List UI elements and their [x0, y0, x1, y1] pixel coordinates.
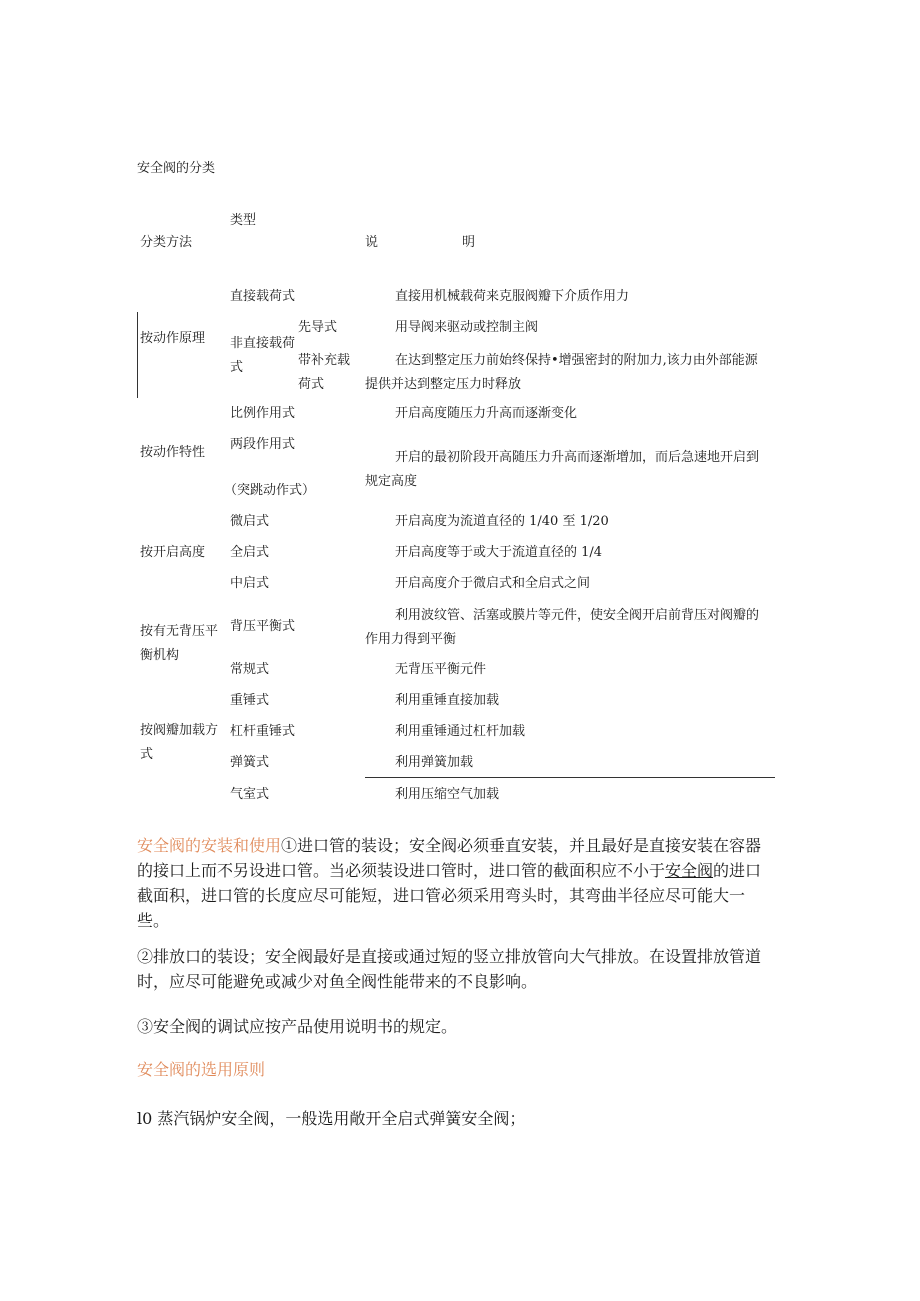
row-indirect-type: 非直接载荷式 — [230, 336, 296, 375]
row-two-stage-desc: 开启的最初阶段开高随压力升高而逐渐增加，而后急速地开启到规定高度 — [365, 450, 760, 489]
install-heading: 安全阀的安装和使用 — [137, 836, 282, 855]
row-pilot-desc: 用导阀来驱动或控制主阀 — [395, 320, 539, 335]
row-dead-weight-type: 重锤式 — [230, 693, 270, 708]
row-proportional-desc: 开启高度随压力升高而逐渐变化 — [395, 406, 578, 421]
row-mid-type: 中启式 — [230, 576, 270, 591]
install-paragraph-2: ②排放口的装设；安全阀最好是直接或通过短的竖立排放管向大气排放。在设置排放管道时，应尽可能避免或减少对鱼全阀性能带来的不良影响。 — [137, 947, 762, 991]
row-micro-type: 微启式 — [230, 514, 270, 529]
row-pneumatic-type: 气室式 — [230, 787, 270, 802]
group-back-pressure: 按有无背压平衡机构 — [140, 624, 219, 663]
row-conventional-type: 常规式 — [230, 662, 270, 677]
install-p1-end: 的进口截面积，进口管的长度应尽可能短，进口管必须采用弯头时，其弯曲半径应尽可能大一些。 — [137, 861, 762, 930]
group-action-principle: 按动作原理 — [140, 331, 206, 346]
row-two-stage-type: 两段作用式 — [230, 437, 296, 452]
row-pilot-type: 先导式 — [298, 320, 338, 335]
group-opening-height: 按开启高度 — [140, 545, 206, 560]
group-action-characteristic: 按动作特性 — [140, 445, 206, 460]
row-balanced-desc: 利用波纹管、活塞或膜片等元件，使安全阀开启前背压对阀瓣的作用力得到平衡 — [365, 608, 760, 647]
row-mid-desc: 开启高度介于微启式和全启式之间 — [395, 576, 591, 591]
header-type: 类型 — [230, 213, 257, 228]
row-full-type: 全启式 — [230, 545, 270, 560]
row-pneumatic-desc: 利用压缩空气加载 — [395, 787, 500, 802]
row-proportional-type: 比例作用式 — [230, 406, 296, 421]
row-conventional-desc: 无背压平衡元件 — [395, 662, 487, 677]
selection-item-1: l0 蒸汽锅炉安全阀，一般选用敞开全启式弹簧安全阀； — [137, 1109, 526, 1128]
table-title: 安全阀的分类 — [137, 161, 216, 176]
row-spring-desc: 利用弹簧加载 — [395, 755, 474, 770]
row-micro-desc: 开启高度为流道直径的 1/40 至 1/20 — [395, 514, 609, 529]
group-bracket-line — [137, 312, 138, 398]
install-p1-start: ①进口管的装设；安全阀必须垂直安装，并且最好是直接安装在容器的接口上而不另设进口管。当必须装设进口管时，进口管的截面积应不小于 — [137, 836, 762, 880]
row-direct-desc: 直接用机械载荷来克服阀瓣下介质作用力 — [395, 289, 630, 304]
safety-valve-link[interactable]: 安全阀 — [665, 861, 714, 880]
selection-heading: 安全阀的选用原则 — [137, 1060, 266, 1079]
table-rule — [365, 777, 775, 778]
header-desc-2: 明 — [462, 235, 476, 250]
row-spring-type: 弹簧式 — [230, 755, 270, 770]
group-loading: 按阀瓣加载方式 — [140, 723, 219, 762]
row-lever-weight-type: 杠杆重锤式 — [230, 724, 296, 739]
row-supplementary-type: 带补充载荷式 — [298, 353, 351, 392]
header-desc-1: 说 — [365, 235, 379, 250]
row-direct-type: 直接载荷式 — [230, 289, 296, 304]
row-full-desc: 开启高度等于或大于流道直径的 1/4 — [395, 545, 603, 560]
install-paragraph-1 — [137, 833, 772, 933]
row-supplementary-desc: 在达到整定压力前始终保持•增强密封的附加力,该力由外部能源提供并达到整定压力时释放 — [365, 353, 758, 392]
row-lever-weight-desc: 利用重锤通过杠杆加载 — [395, 724, 526, 739]
row-two-stage-note: （突跳动作式） — [224, 483, 316, 498]
install-paragraph-3: ③安全阀的调试应按产品使用说明书的规定。 — [137, 1017, 458, 1036]
header-method: 分类方法 — [140, 235, 193, 250]
row-dead-weight-desc: 利用重锤直接加载 — [395, 693, 500, 708]
row-balanced-type: 背压平衡式 — [230, 619, 296, 634]
